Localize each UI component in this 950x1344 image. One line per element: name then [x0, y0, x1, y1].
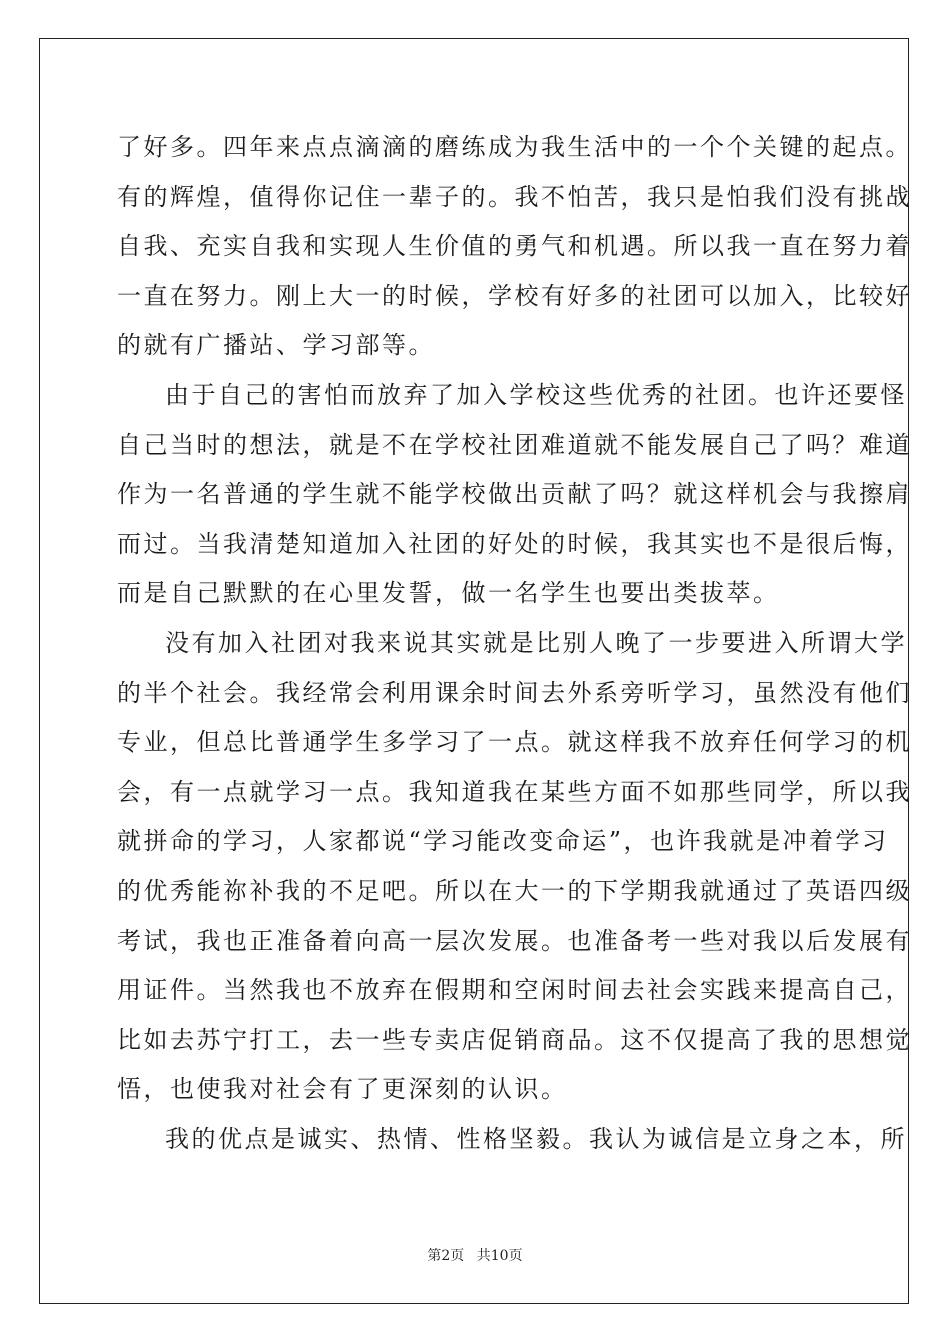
text-line: 了好多。四年来点点滴滴的磨练成为我生活中的一个个关键的起点。	[117, 133, 912, 161]
page-footer	[0, 1247, 950, 1265]
text-line: 专业，但总比普通学生多学习了一点。就这样我不放弃任何学习的机	[117, 728, 912, 757]
text-line: 而过。当我清楚知道加入社团的好处的时候，我其实也不是很后悔，	[117, 529, 912, 558]
text-line: 我的优点是诚实、热情、性格坚毅。我认为诚信是立身之本，所	[165, 1124, 907, 1153]
text-line: 用证件。当然我也不放弃在假期和空闲时间去社会实践来提高自己，	[117, 976, 912, 1005]
text-line: 比如去苏宁打工，去一些专卖店促销商品。这不仅提高了我的思想觉	[117, 1025, 912, 1054]
paragraph	[117, 371, 912, 619]
paragraph	[117, 619, 912, 1115]
text-line: 作为一名普通的学生就不能学校做出贡献了吗？就这样机会与我擦肩	[117, 480, 912, 509]
text-line: 一直在努力。刚上大一的时候，学校有好多的社团可以加入，比较好	[117, 281, 912, 310]
text-line: 会，有一点就学习一点。我知道我在某些方面不如那些同学，所以我	[117, 777, 912, 806]
text-line: 而是自己默默的在心里发誓，做一名学生也要出类拔萃。	[117, 579, 780, 608]
text-line: 的就有广播站、学习部等。	[117, 331, 435, 360]
text-line: 自我、充实自我和实现人生价值的勇气和机遇。所以我一直在努力着	[117, 232, 912, 261]
page-number: 第2页	[427, 1248, 465, 1264]
text-line: 由于自己的害怕而放弃了加入学校这些优秀的社团。也许还要怪	[165, 380, 907, 409]
text-line: 没有加入社团对我来说其实就是比别人晚了一步要进入所谓大学	[165, 628, 907, 657]
paragraph	[117, 1115, 907, 1165]
page-total: 共10页	[476, 1248, 523, 1264]
text-line: 考试，我也正准备着向高一层次发展。也准备考一些对我以后发展有	[117, 926, 912, 955]
document-body	[117, 123, 912, 1164]
paragraph	[117, 123, 912, 371]
text-line: 的优秀能祢补我的不足吧。所以在大一的下学期我就通过了英语四级	[117, 876, 912, 905]
text-line: 悟，也使我对社会有了更深刻的认识。	[117, 1075, 568, 1104]
text-line: 有的辉煌，值得你记住一辈子的。我不怕苦，我只是怕我们没有挑战	[117, 182, 912, 211]
text-line: 的半个社会。我经常会利用课余时间去外系旁听学习，虽然没有他们	[117, 678, 912, 707]
text-line: 自己当时的想法，就是不在学校社团难道就不能发展自己了吗？难道	[117, 430, 912, 459]
text-line: 就拼命的学习，人家都说“学习能改变命运”，也许我就是冲着学习	[117, 827, 889, 856]
